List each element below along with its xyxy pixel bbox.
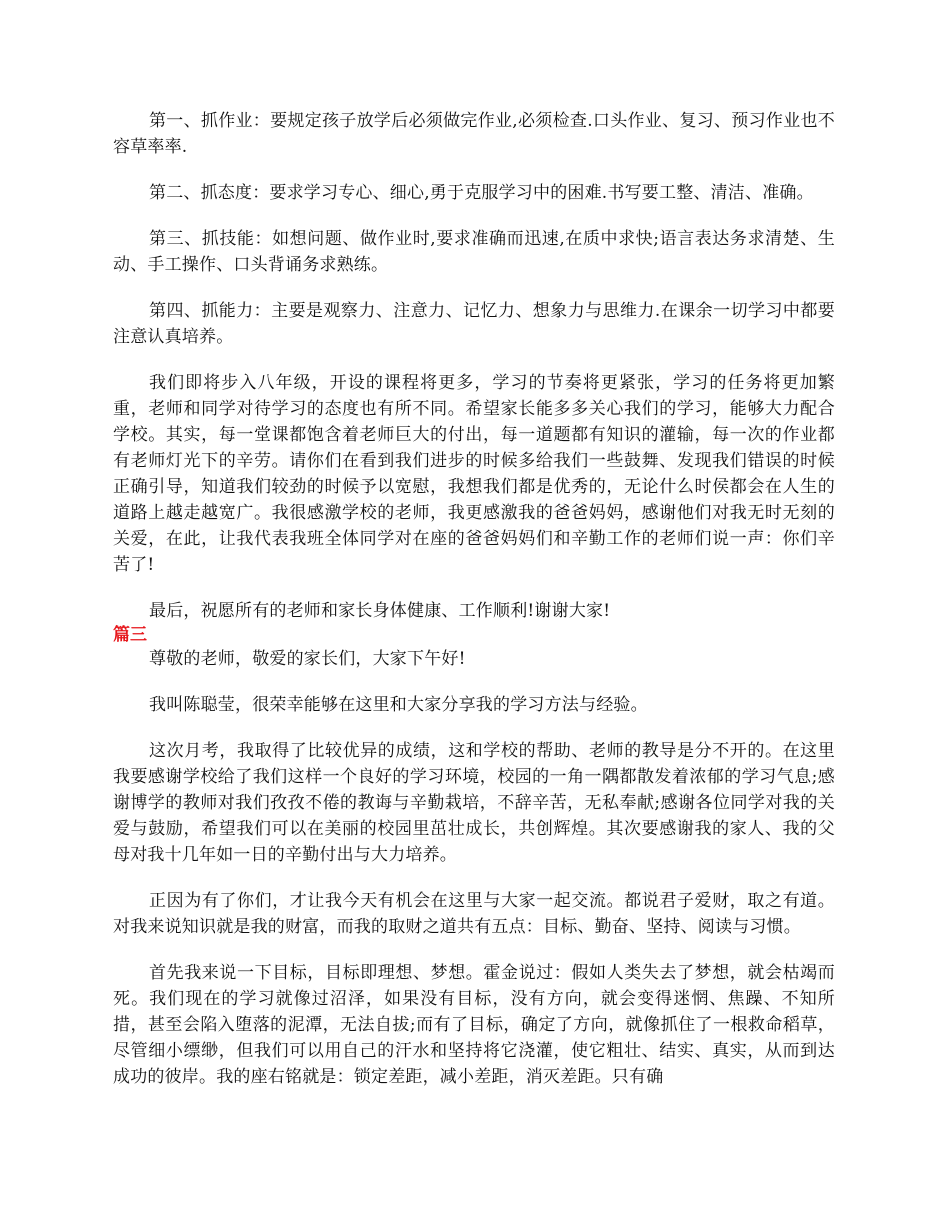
paragraph-five-points: 正因为有了你们，才让我今天有机会在这里与大家一起交流。都说君子爱财，取之有道。对我来说知识就是我的财富，而我的取财之道共有五点：目标、勤奋、坚持、阅读与习惯。 bbox=[113, 891, 835, 937]
paragraph-closing-wishes: 最后，祝愿所有的老师和家长身体健康、工作顺利!谢谢大家! bbox=[149, 601, 611, 621]
paragraph-attitude: 第二、抓态度：要求学习专心、细心,勇于克服学习中的困难.书写要工整、清洁、准确。 bbox=[149, 183, 814, 203]
paragraph-gratitude: 这次月考，我取得了比较优异的成绩，这和学校的帮助、老师的教导是分不开的。在这里我要感谢学校给了我们这样一个良好的学习环境，校园的一角一隅都散发着浓郁的学习气息;感谢博学的教师对我们孜孜不倦的教诲与辛勤栽培，不辞辛苦，无私奉献;感谢各位同学对我的关爱与鼓励，希望我们可以在美丽的校园里茁壮成长，共创辉煌。其次要感谢我的家人、我的父母对我十几年如一日的辛勤付出与大力培养。 bbox=[113, 741, 835, 865]
document-page bbox=[113, 108, 835, 1110]
paragraph-grade-eight: 我们即将步入八年级，开设的课程将更多，学习的节奏将更紧张，学习的任务将更加繁重，老师和同学对待学习的态度也有所不同。希望家长能多多关心我们的学习，能够大力配合学校。其实，每一堂课都饱含着老师巨大的付出，每一道题都有知识的灌输，每一次的作业都有老师灯光下的辛劳。请你们在看到我们进步的时候多给我们一些鼓舞、发现我们错误的时候正确引导，知道我们较劲的时候予以宽慰，我想我们都是优秀的，无论什么时侯都会在人生的道路上越走越宽广。我很感激学校的老师，我更感激我的爸爸妈妈，感谢他们对我无时无刻的关爱，在此，让我代表我班全体同学对在座的爸爸妈妈们和辛勤工作的老师们说一声：你们辛苦了! bbox=[113, 373, 835, 575]
paragraph-introduction: 我叫陈聪莹，很荣幸能够在这里和大家分享我的学习方法与经验。 bbox=[149, 695, 648, 715]
paragraph-abilities: 第四、抓能力：主要是观察力、注意力、记忆力、想象力与思维力.在课余一切学习中都要注意认真培养。 bbox=[113, 301, 835, 347]
paragraph-greeting: 尊敬的老师，敬爱的家长们，大家下午好! bbox=[149, 649, 466, 669]
paragraph-homework: 第一、抓作业：要规定孩子放学后必须做完作业,必须检查.口头作业、复习、预习作业也不容草率率. bbox=[113, 111, 835, 157]
section-title: 篇三 bbox=[113, 625, 147, 645]
paragraph-goals: 首先我来说一下目标，目标即理想、梦想。霍金说过：假如人类失去了梦想，就会枯竭而死。我们现在的学习就像过沼泽，如果没有目标，没有方向，就会变得迷惘、焦躁、不知所措，甚至会陷入堕落的泥潭，无法自拔;而有了目标，确定了方向，就像抓住了一根救命稻草，尽管细小缥缈，但我们可以用自己的汗水和坚持将它浇灌，使它粗壮、结实、真实，从而到达成功的彼岸。我的座右铭就是：锁定差距，减小差距，消灭差距。只有确 bbox=[113, 963, 835, 1087]
paragraph-skills: 第三、抓技能：如想问题、做作业时,要求准确而迅速,在质中求快;语言表达务求清楚、生动、手工操作、口头背诵务求熟练。 bbox=[113, 229, 835, 275]
